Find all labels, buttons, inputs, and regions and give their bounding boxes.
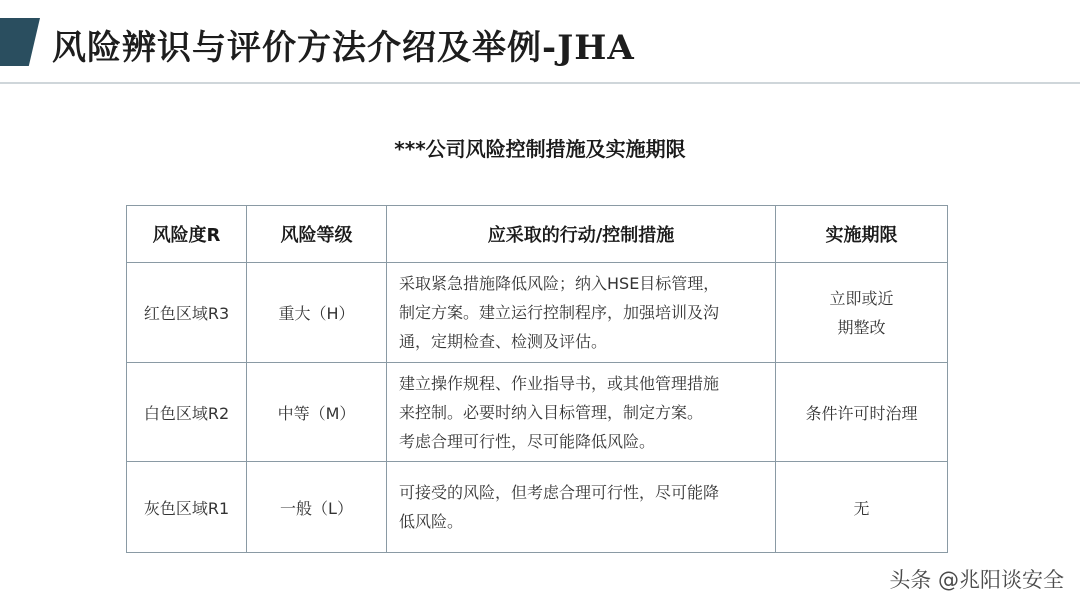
measures-cell [387,263,776,363]
deadline-cell [776,462,948,553]
risk-level-cell: 中等（M） [247,363,387,462]
risk-zone-cell: 白色区域R2 [127,363,247,462]
measures-line: 制定方案。建立运行控制程序，加强培训及沟 [399,303,720,322]
page-title: 风险辨识与评价方法介绍及举例-JHA [52,28,635,68]
table-row [127,263,948,363]
header-deadline: 实施期限 [776,206,948,263]
title-accent-bar [0,18,40,66]
deadline-cell [776,363,948,462]
measures-line: 通，定期检查、检测及评估。 [399,332,608,351]
section-title: ***公司风险控制措施及实施期限 [394,137,686,161]
deadline-line: 条件许可时治理 [805,403,918,423]
table-row [127,363,948,462]
measures-cell [387,363,776,462]
measures-line: 可接受的风险，但考虑合理可行性，尽可能降 [399,483,720,502]
deadline-line: 无 [853,498,870,518]
measures-cell [387,462,776,553]
risk-level-cell: 一般（L） [247,462,387,553]
risk-level-cell: 重大（H） [247,263,387,363]
table-row [127,462,948,553]
measures-line: 来控制。必要时纳入目标管理，制定方案。 [399,402,704,422]
header-control-measures: 应采取的行动/控制措施 [387,206,776,263]
risk-control-table [126,205,948,553]
measures-line: 考虑合理可行性，尽可能降低风险。 [399,431,656,451]
source-watermark: 头条 @兆阳谈安全 [889,568,1064,592]
header-risk-degree: 风险度R [127,206,247,263]
header-risk-level: 风险等级 [247,206,387,263]
risk-zone-cell: 红色区域R3 [127,263,247,363]
table-header-row [127,206,948,263]
deadline-line: 期整改 [837,317,886,337]
risk-zone-cell: 灰色区域R1 [127,462,247,553]
deadline-line: 立即或近 [829,288,894,308]
measures-line: 采取紧急措施降低风险；纳入HSE目标管理， [399,274,720,293]
measures-line: 低风险。 [399,512,464,531]
measures-line: 建立操作规程、作业指导书，或其他管理措施 [399,373,720,393]
deadline-cell [776,263,948,363]
title-divider [0,82,1080,84]
